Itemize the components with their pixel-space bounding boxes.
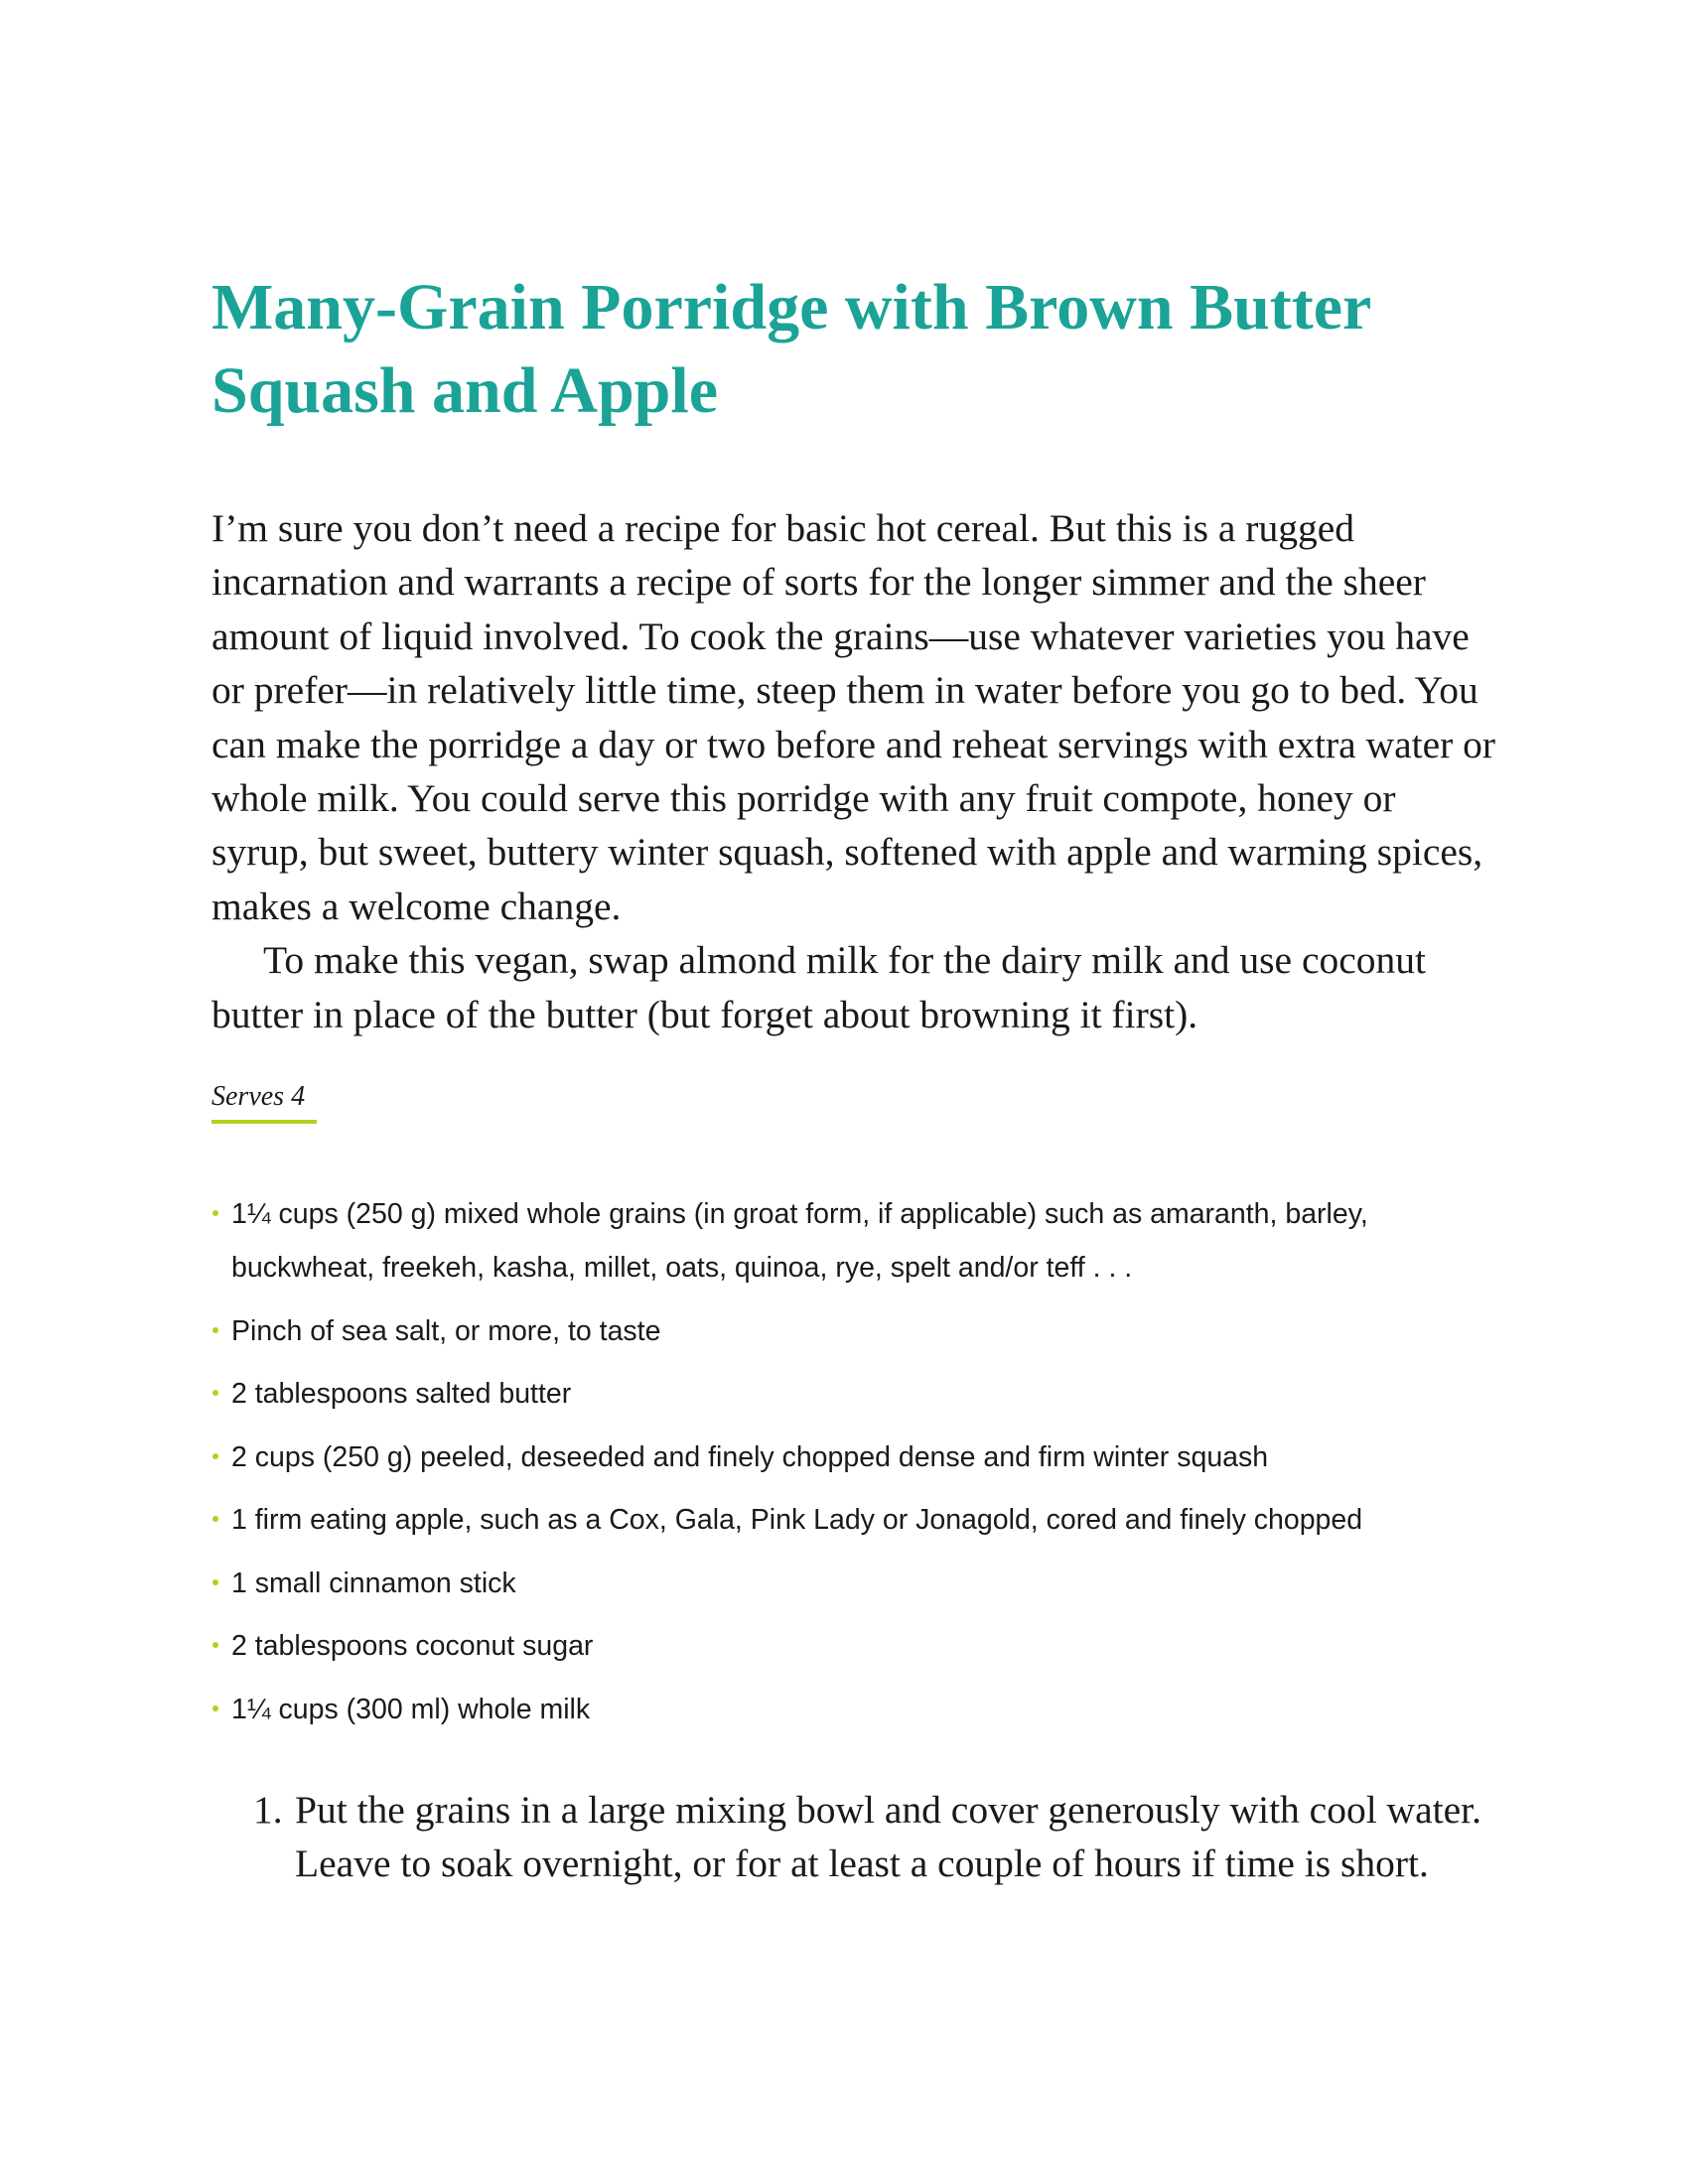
ingredient-item <box>211 1187 1502 1295</box>
ingredient-text: 1¼ cups (250 g) mixed whole grains (in groat form, if applicable) such as amaranth, barley, buckwheat, freekeh, kasha, millet, oats, quinoa, rye, spelt and/or teff . . . <box>231 1198 1368 1284</box>
ingredient-item <box>211 1683 1502 1736</box>
method-step <box>211 1783 1486 1891</box>
bullet-icon <box>212 1390 218 1396</box>
ingredients-list <box>211 1187 1502 1745</box>
ingredient-text: 1¼ cups (300 ml) whole milk <box>231 1693 591 1725</box>
ingredient-text: 1 firm eating apple, such as a Cox, Gala, Pink Lady or Jonagold, cored and finely chopped <box>231 1504 1363 1536</box>
bullet-icon <box>212 1453 218 1459</box>
ingredient-item <box>211 1367 1502 1421</box>
ingredient-item <box>211 1493 1502 1547</box>
ingredient-text: 2 tablespoons salted butter <box>231 1378 572 1410</box>
ingredient-text: 1 small cinnamon stick <box>231 1567 516 1599</box>
intro-paragraph: To make this vegan, swap almond milk for the dairy milk and use coconut butter in place of the butter (but forget about browning it first). <box>211 938 1426 1036</box>
intro-paragraph: I’m sure you don’t need a recipe for basic hot cereal. But this is a rugged incarnation and warrants a recipe of sorts for the longer simmer and the sheer amount of liquid involved. To cook the grains—use whatever varieties you have or prefer—in relatively little time, steep them in water before you go to bed. You can make the porridge a day or two before and reheat servings with extra water or whole milk. You could serve this porridge with any fruit compote, honey or syrup, but sweet, buttery winter squash, softened with apple and warming spices, makes a welcome change. <box>211 506 1496 928</box>
recipe-title: Many-Grain Porridge with Brown Butter Squash and Apple <box>211 271 1371 427</box>
bullet-icon <box>212 1327 218 1333</box>
bullet-icon <box>212 1706 218 1711</box>
bullet-icon <box>212 1642 218 1648</box>
serves-underline <box>211 1120 317 1124</box>
ingredient-item <box>211 1304 1502 1358</box>
bullet-icon <box>212 1210 218 1216</box>
ingredient-item <box>211 1431 1502 1484</box>
step-text: Put the grains in a large mixing bowl and cover generously with cool water. Leave to soak overnight, or for at least a couple of hours if time is short. <box>295 1788 1481 1886</box>
serves-label: Serves 4 <box>211 1081 306 1112</box>
bullet-icon <box>212 1579 218 1585</box>
bullet-icon <box>212 1516 218 1522</box>
step-number: 1. <box>253 1788 283 1832</box>
ingredient-text: Pinch of sea salt, or more, to taste <box>231 1314 661 1347</box>
method-steps <box>211 1783 1502 1891</box>
ingredient-text: 2 tablespoons coconut sugar <box>231 1630 594 1662</box>
recipe-intro <box>211 501 1502 1041</box>
ingredient-text: 2 cups (250 g) peeled, deseeded and finely chopped dense and firm winter squash <box>231 1440 1269 1473</box>
ingredient-item <box>211 1619 1502 1673</box>
ingredient-item <box>211 1557 1502 1610</box>
